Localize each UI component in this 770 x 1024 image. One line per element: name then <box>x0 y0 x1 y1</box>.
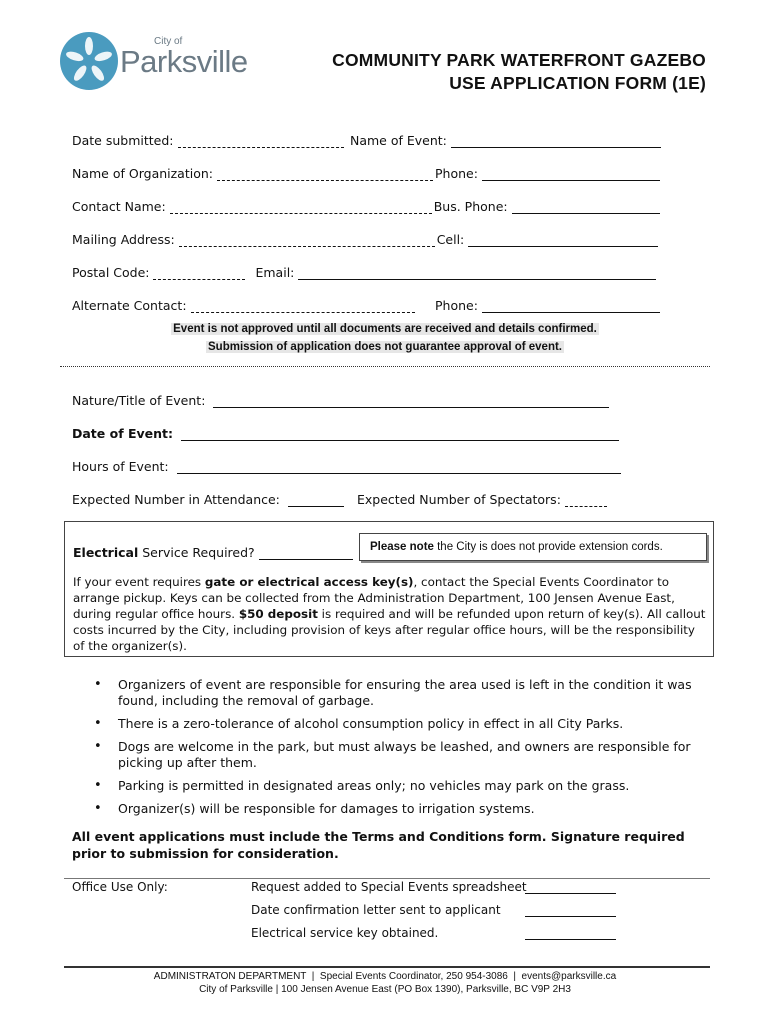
office-divider <box>64 878 710 879</box>
office-field-2[interactable] <box>525 903 616 917</box>
row-name-of-org <box>72 161 660 181</box>
office-field-3[interactable] <box>525 926 616 940</box>
electrical-row <box>73 540 353 560</box>
row-alternate-contact <box>72 293 415 313</box>
alternate-contact-label: Alternate Contact: <box>72 298 187 313</box>
logo-name: Parksville <box>120 44 248 79</box>
row-date-submitted <box>72 128 344 148</box>
cell-label: Cell: <box>436 232 465 247</box>
electrical-label-rest: Service Required? <box>138 545 255 560</box>
office-item-1: Request added to Special Events spreadsheet <box>251 880 527 894</box>
para-bold2: $50 deposit <box>238 607 318 621</box>
email-label: Email: <box>255 265 295 280</box>
row-contact-name <box>72 194 660 214</box>
nature-field[interactable] <box>213 394 609 408</box>
row-spectators <box>357 487 607 507</box>
para-bold1: gate or electrical access key(s) <box>204 575 414 589</box>
footer-line-1: ADMINISTRATON DEPARTMENT | Special Events Coordinator, 250 954-3086 | events@parksville.ca <box>153 971 617 982</box>
attendance-label: Expected Number in Attendance: <box>72 492 280 507</box>
extension-cord-note <box>359 533 707 561</box>
date-submitted-label: Date submitted: <box>72 133 174 148</box>
spectators-field[interactable] <box>565 493 607 507</box>
logo-city-of: City of <box>154 36 183 47</box>
row-name-of-event <box>350 128 661 148</box>
contact-name-label: Contact Name: <box>72 199 166 214</box>
date-of-event-field[interactable] <box>181 427 619 441</box>
para-part3: is required and will be refunded upon return of key(s). All callout costs incurred by the City, including provision of keys after regular office hours, will be the responsibility of the organizer(s). <box>73 607 710 653</box>
form-title <box>266 49 706 95</box>
alternate-contact-field[interactable] <box>191 299 415 313</box>
footer <box>60 970 710 996</box>
list-item: • Organizers of event are responsible for ensuring the area used is left in the condition it was found, including the removal of garbage. <box>72 677 702 709</box>
city-logo <box>58 30 258 92</box>
row-postal-code <box>72 260 656 280</box>
spectators-label: Expected Number of Spectators: <box>357 492 561 507</box>
row-mailing-address <box>72 227 658 247</box>
para-part1: If your event requires <box>73 575 205 589</box>
approval-notice <box>60 320 710 356</box>
bus-phone-field[interactable] <box>512 200 660 214</box>
name-of-org-label: Name of Organization: <box>72 166 213 181</box>
list-item: • Dogs are welcome in the park, but must always be leashed, and owners are responsible for picking up after them. <box>72 739 702 771</box>
date-submitted-field[interactable] <box>178 134 344 148</box>
row-attendance <box>72 487 344 507</box>
phone-label: Phone: <box>435 166 478 181</box>
hours-field[interactable] <box>177 460 621 474</box>
bus-phone-label: Bus. Phone: <box>433 199 508 214</box>
title-line-1: COMMUNITY PARK WATERFRONT GAZEBO <box>332 50 706 70</box>
notice-line-1: Event is not approved until all documents are received and details confirmed. <box>173 323 597 335</box>
nature-label: Nature/Title of Event: <box>72 393 206 408</box>
key-paragraph <box>73 574 709 654</box>
row-alt-phone <box>435 293 660 313</box>
postal-code-field[interactable] <box>153 266 245 280</box>
row-hours <box>72 454 621 474</box>
para-part2: , contact the Special Events Coordinator to arrange pickup. Keys can be collected from the Administration Department, 100 Jensen Avenue East, during regular office hours. <box>73 575 679 621</box>
rules-list <box>72 677 702 824</box>
alt-phone-field[interactable] <box>482 299 660 313</box>
office-field-1[interactable] <box>525 880 616 894</box>
hours-label: Hours of Event: <box>72 459 169 474</box>
phone-field[interactable] <box>482 167 660 181</box>
electrical-box <box>64 521 714 657</box>
contact-name-field[interactable] <box>170 200 432 214</box>
office-item-2: Date confirmation letter sent to applicant <box>251 903 501 917</box>
section-divider <box>60 366 710 367</box>
mailing-address-field[interactable] <box>179 233 435 247</box>
name-of-event-field[interactable] <box>451 134 661 148</box>
sand-dollar-icon <box>58 30 120 92</box>
alt-phone-label: Phone: <box>435 298 478 313</box>
name-of-org-field[interactable] <box>217 167 433 181</box>
title-line-2: USE APPLICATION FORM (1E) <box>449 73 706 93</box>
email-field[interactable] <box>298 266 656 280</box>
mailing-address-label: Mailing Address: <box>72 232 175 247</box>
office-item-3: Electrical service key obtained. <box>251 926 439 940</box>
closing-statement: All event applications must include the Terms and Conditions form. Signature required prior to submission for consideration. <box>72 829 685 861</box>
cell-field[interactable] <box>468 233 658 247</box>
electrical-field[interactable] <box>259 546 353 560</box>
footer-line-2: City of Parksville | 100 Jensen Avenue East (PO Box 1390), Parksville, BC V9P 2H3 <box>199 984 571 995</box>
postal-code-label: Postal Code: <box>72 265 150 280</box>
notice-line-2: Submission of application does not guarantee approval of event. <box>208 341 562 353</box>
note-rest: the City is does not provide extension cords. <box>433 541 663 553</box>
row-nature <box>72 388 609 408</box>
list-item: • Organizer(s) will be responsible for damages to irrigation systems. <box>72 801 702 817</box>
footer-divider <box>64 966 710 968</box>
row-date-of-event <box>72 421 619 441</box>
office-use-label: Office Use Only: <box>72 880 168 894</box>
name-of-event-label: Name of Event: <box>350 133 447 148</box>
note-bold: Please note <box>370 541 434 553</box>
electrical-label-bold: Electrical <box>73 545 139 560</box>
list-item: • Parking is permitted in designated areas only; no vehicles may park on the grass. <box>72 778 702 794</box>
date-of-event-label: Date of Event: <box>72 426 174 441</box>
list-item: • There is a zero-tolerance of alcohol consumption policy in effect in all City Parks. <box>72 716 702 732</box>
attendance-field[interactable] <box>288 493 344 507</box>
